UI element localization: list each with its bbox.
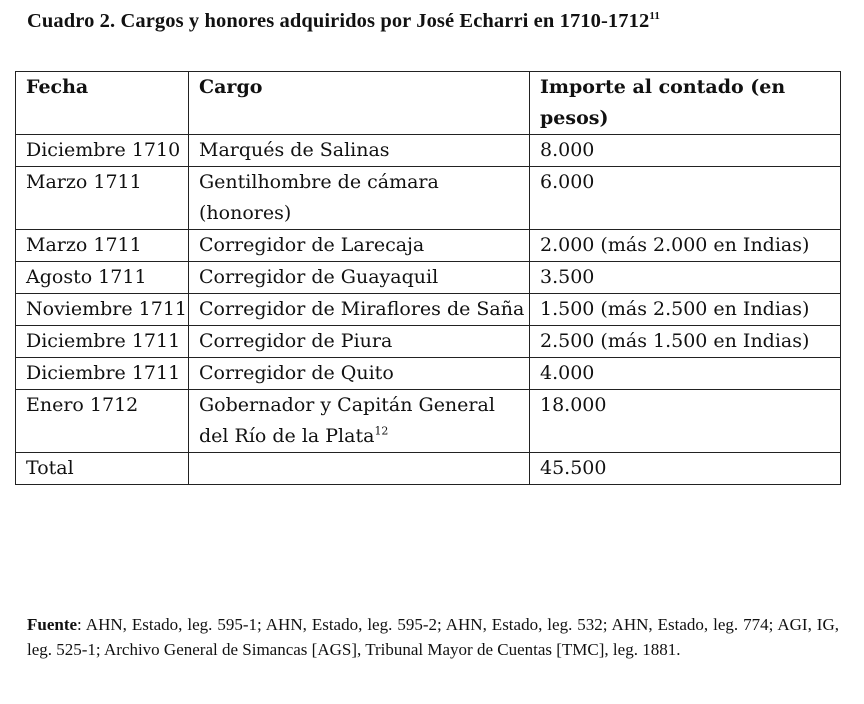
cell-fecha: Diciembre 1711	[16, 326, 189, 358]
cell-importe: 8.000	[530, 135, 841, 167]
cell-cargo: Marqués de Salinas	[189, 135, 530, 167]
cell-cargo: Gentilhombre de cámara (honores)	[189, 167, 530, 230]
caption-footnote-ref: 11	[649, 10, 660, 23]
table-row	[16, 167, 841, 230]
cell-importe: 1.500 (más 2.500 en Indias)	[530, 294, 841, 326]
cargo-footnote-ref: 12	[374, 424, 389, 438]
cell-cargo-text: Gobernador y Capitán General del Río de la Plata	[199, 394, 495, 447]
cell-fecha: Enero 1712	[16, 390, 189, 453]
cell-importe: 6.000	[530, 167, 841, 230]
cell-fecha: Marzo 1711	[16, 230, 189, 262]
cell-cargo: Corregidor de Quito	[189, 358, 530, 390]
total-label: Total	[16, 453, 189, 485]
cell-cargo: Corregidor de Miraflores de Saña	[189, 294, 530, 326]
caption-text: Cuadro 2. Cargos y honores adquiridos por José Echarri en 1710-1712	[27, 10, 650, 32]
cell-cargo: Corregidor de Guayaquil	[189, 262, 530, 294]
table-row	[16, 135, 841, 167]
positions-table	[15, 71, 841, 485]
header-fecha: Fecha	[16, 72, 189, 135]
source-note	[27, 612, 839, 662]
source-text: : AHN, Estado, leg. 595-1; AHN, Estado, leg. 595-2; AHN, Estado, leg. 532; AHN, Estado, leg. 774; AGI, IG, leg. 525-1; Archivo General de Simancas [AGS], Tribunal Mayor de Cuentas [TMC], leg. 1881.	[27, 615, 839, 659]
source-label: Fuente	[27, 615, 78, 634]
header-importe: Importe al contado (en pesos)	[530, 72, 841, 135]
cell-fecha: Diciembre 1711	[16, 358, 189, 390]
table-total-row	[16, 453, 841, 485]
total-importe: 45.500	[530, 453, 841, 485]
cell-importe: 3.500	[530, 262, 841, 294]
cell-cargo	[189, 390, 530, 453]
total-cargo	[189, 453, 530, 485]
table-header-row	[16, 72, 841, 135]
cell-cargo: Corregidor de Piura	[189, 326, 530, 358]
cell-cargo: Corregidor de Larecaja	[189, 230, 530, 262]
table-row	[16, 230, 841, 262]
cell-fecha: Marzo 1711	[16, 167, 189, 230]
table-row	[16, 262, 841, 294]
table-row	[16, 326, 841, 358]
cell-fecha: Diciembre 1710	[16, 135, 189, 167]
cell-importe: 2.500 (más 1.500 en Indias)	[530, 326, 841, 358]
table-caption	[27, 10, 660, 33]
cell-fecha: Noviembre 1711	[16, 294, 189, 326]
header-cargo: Cargo	[189, 72, 530, 135]
table-row	[16, 390, 841, 453]
cell-fecha: Agosto 1711	[16, 262, 189, 294]
table-row	[16, 358, 841, 390]
cell-importe: 4.000	[530, 358, 841, 390]
cell-importe: 2.000 (más 2.000 en Indias)	[530, 230, 841, 262]
table-row	[16, 294, 841, 326]
cell-importe: 18.000	[530, 390, 841, 453]
